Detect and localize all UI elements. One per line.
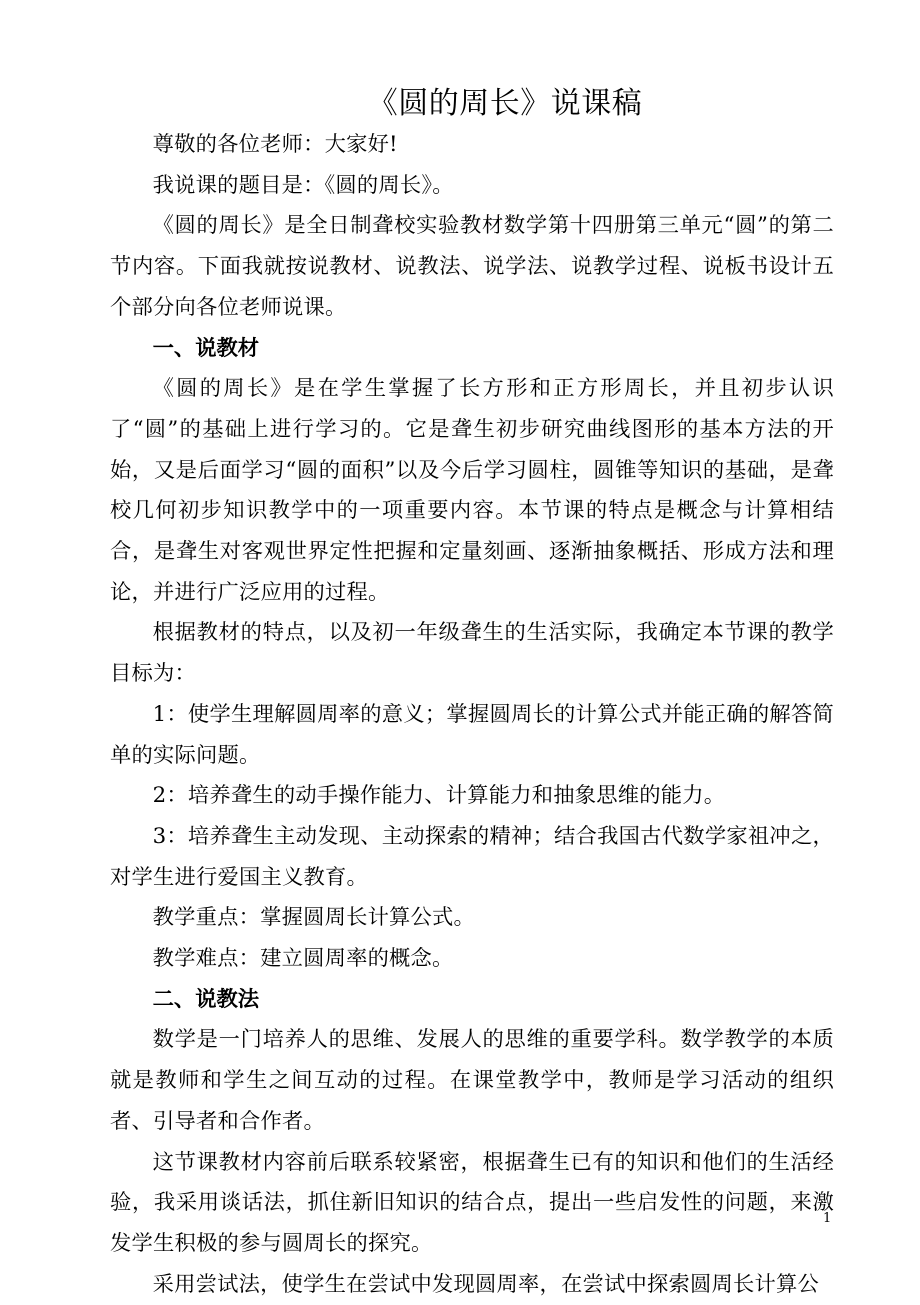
- list-item-objective-1: 1：使学生理解圆周率的意义；掌握圆周长的计算公式并能正确的解答简单的实际问题。: [110, 701, 834, 768]
- paragraph-greeting: 尊敬的各位老师：大家好!: [152, 132, 398, 157]
- paragraph: 根据教材的特点，以及初一年级聋生的生活实际，我确定本节课的教学目标为：: [110, 620, 834, 687]
- paragraph: 《圆的周长》是在学生掌握了长方形和正方形周长，并且初步认识了“圆”的基础上进行学习的。它是聋生初步研究曲线图形的基本方法的开始，又是后面学习“圆的面积”以及今后学习圆柱，圆锥等知识的基础，是聋校几何初步知识教学中的一项重要内容。本节课的特点是概念与计算相结合，是聋生对客观世界定性把握和定量刻画、逐渐抽象概括、形成方法和理论，并进行广泛应用的过程。: [110, 376, 834, 605]
- paragraph-topic: 我说课的题目是：《圆的周长》。: [152, 172, 454, 198]
- paragraph-intro: 《圆的周长》是全日制聋校实验教材数学第十四册第三单元“圆”的第二节内容。下面我就按说教材、说教法、说学法、说教学过程、说板书设计五个部分向各位老师说课。: [110, 213, 834, 320]
- paragraph: 采用尝试法，使学生在尝试中发现圆周率，在尝试中探索圆周长计算公: [152, 1271, 820, 1297]
- document-title: 《圆的周长》说课稿: [367, 86, 643, 121]
- paragraph: 这节课教材内容前后联系较紧密，根据聋生已有的知识和他们的生活经验，我采用谈话法，抓住新旧知识的结合点，提出一些启发性的问题，来激发学生积极的参与圆周长的探究。: [110, 1149, 834, 1256]
- page-number: 1: [823, 1211, 832, 1226]
- section-heading: 一、说教材: [152, 335, 260, 361]
- paragraph: 数学是一门培养人的思维、发展人的思维的重要学科。数学教学的本质就是教师和学生之间互动的过程。在课堂教学中，教师是学习活动的组织者、引导者和合作者。: [110, 1027, 834, 1134]
- paragraph-key-point: 教学重点：掌握圆周长计算公式。: [152, 905, 476, 931]
- document-body: [110, 125, 834, 1305]
- list-item-objective-2: 2：培养聋生的动手操作能力、计算能力和抽象思维的能力。: [152, 783, 726, 809]
- list-item-objective-3: 3：培养聋生主动发现、主动探索的精神；结合我国古代数学家祖冲之，对学生进行爱国主义教育。: [110, 823, 834, 890]
- paragraph-difficulty: 教学难点：建立圆周率的概念。: [152, 946, 454, 972]
- section-heading: 二、说教法: [152, 986, 260, 1012]
